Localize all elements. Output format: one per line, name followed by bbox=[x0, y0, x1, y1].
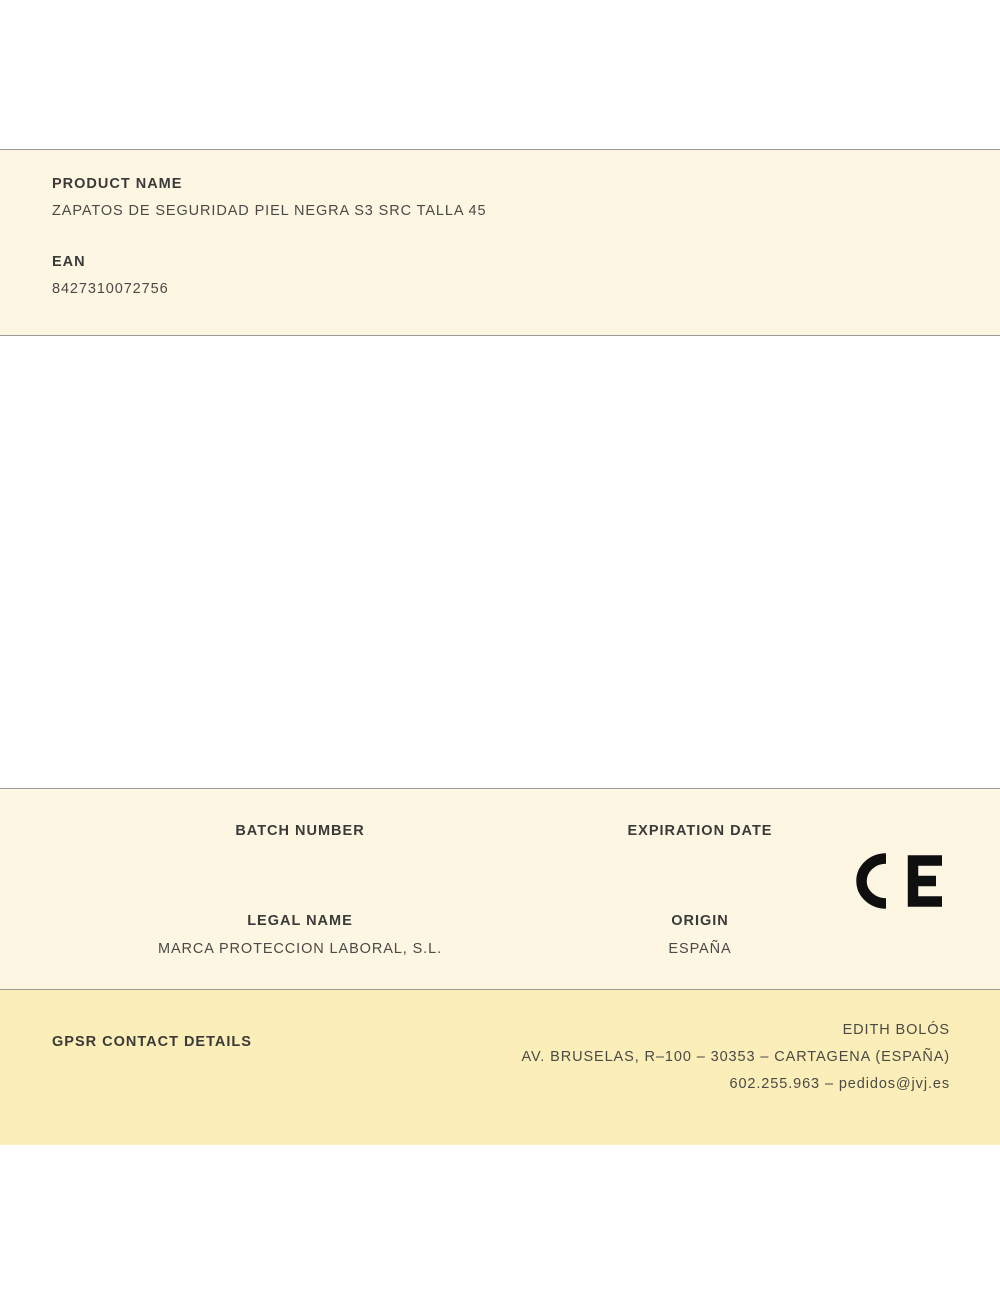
ean-value: 8427310072756 bbox=[52, 281, 169, 297]
ean-label: EAN bbox=[52, 254, 86, 270]
batch-number-field bbox=[100, 823, 500, 868]
origin-value: ESPAÑA bbox=[668, 941, 732, 957]
origin-label: ORIGIN bbox=[671, 913, 729, 929]
legal-name-label: LEGAL NAME bbox=[247, 913, 353, 929]
ean-field bbox=[52, 254, 948, 297]
product-name-field bbox=[52, 176, 948, 219]
contact-address: AV. BRUSELAS, R–100 – 30353 – CARTAGENA (ESPAÑA) bbox=[521, 1049, 950, 1065]
contact-person: EDITH BOLÓS bbox=[842, 1022, 950, 1038]
bottom-margin bbox=[0, 1145, 1000, 1300]
batch-number-label: BATCH NUMBER bbox=[235, 823, 365, 839]
expiration-date-label: EXPIRATION DATE bbox=[627, 823, 773, 839]
legal-name-value: MARCA PROTECCION LABORAL, S.L. bbox=[157, 941, 443, 957]
product-header-content bbox=[0, 150, 1000, 297]
gpsr-contact-details bbox=[522, 1022, 950, 1103]
product-info-band bbox=[0, 788, 1000, 990]
product-header-band bbox=[0, 149, 1000, 336]
contact-phone-email: 602.255.963 – pedidos@jvj.es bbox=[729, 1076, 950, 1092]
gpsr-contact-label: GPSR CONTACT DETAILS bbox=[52, 1034, 252, 1050]
legal-name-field bbox=[100, 913, 500, 958]
gpsr-contact-band bbox=[0, 990, 1000, 1145]
batch-number-value bbox=[100, 851, 500, 868]
ce-marking-icon bbox=[850, 852, 950, 910]
product-info-grid bbox=[0, 789, 1000, 989]
top-margin bbox=[0, 0, 1000, 149]
origin-field bbox=[500, 913, 900, 958]
product-name-label: PRODUCT NAME bbox=[52, 176, 183, 192]
blank-content-area bbox=[0, 336, 1000, 788]
product-name-value: ZAPATOS DE SEGURIDAD PIEL NEGRA S3 SRC TALLA 45 bbox=[52, 203, 487, 219]
expiration-date-value bbox=[500, 851, 900, 868]
expiration-date-field bbox=[500, 823, 900, 868]
